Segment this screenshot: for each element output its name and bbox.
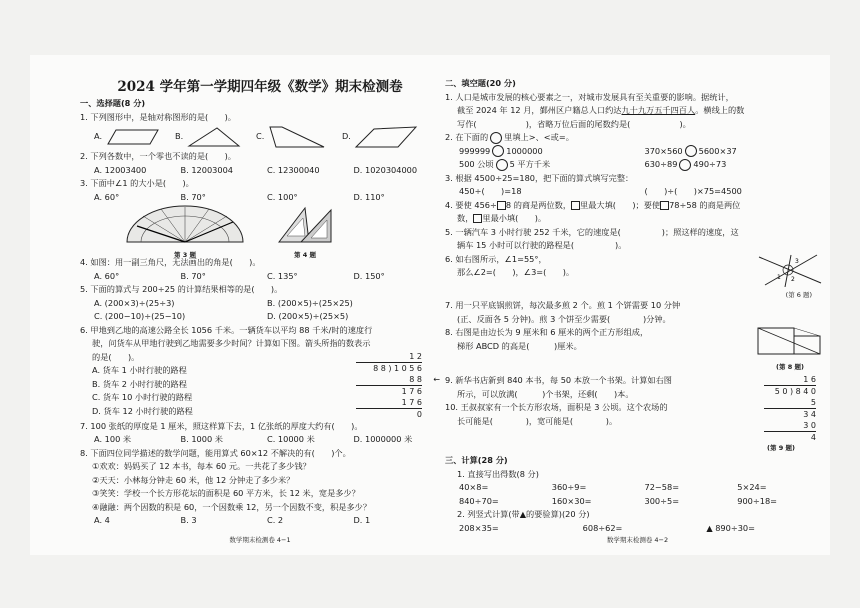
q6-opt-a: A. 货车 1 小时行驶的路程	[92, 365, 187, 375]
ld6-step-1-text: 8 8	[409, 374, 422, 384]
cmp-1	[459, 145, 645, 159]
f9-row	[445, 374, 830, 454]
cmp-3-right: 5 平方千米	[509, 159, 551, 169]
quadrilateral-shape	[354, 125, 420, 149]
f1-line-1: 1. 人口是城市发展的核心要素之一，对城市发展具有至关重要的影响。据统计，	[445, 91, 734, 102]
figure-4	[270, 204, 340, 262]
digit-box[interactable]	[660, 201, 669, 210]
q3: 3. 下面中∠1 的大小是( )。	[80, 178, 194, 188]
f4-text-d: 78÷58 的商是两位	[669, 199, 741, 210]
set-squares-icon	[275, 204, 335, 244]
section-fill: 二、填空题(20 分)	[445, 78, 516, 88]
ld9-step-3: 3 0	[764, 420, 816, 432]
q5-opt-d: D. (200×5)÷(25×5)	[267, 311, 349, 321]
q1: 1. 下列图形中，是轴对称图形的是( )。	[80, 111, 236, 122]
compare-circle-input[interactable]	[679, 159, 691, 171]
section-calc: 三、计算(28 分)	[445, 455, 508, 465]
footer-right: 数学期末检测卷 4−2	[606, 535, 669, 544]
cmp-2-right: 5600×37	[698, 145, 737, 156]
c1-item-6: 160×30=	[551, 495, 592, 506]
c1-grid	[445, 481, 830, 508]
q8-item-1: ①欢欢：妈妈买了 12 本书，每本 60 元。一共花了多少钱？	[92, 461, 311, 471]
cmp-4-right: 490÷73	[693, 159, 727, 169]
intersecting-lines-icon	[755, 253, 825, 287]
q8-opt-a: A. 4	[94, 515, 110, 525]
q1-opt-d: D.	[342, 131, 351, 142]
f4-text-c: 里最大填( )；要使	[580, 199, 661, 210]
q6-opt-d: D. 货车 12 小时行驶的路程	[92, 405, 193, 416]
f5-line-2: 辆车 15 小时可以行驶的路程是( )。	[457, 240, 627, 250]
f2-text-b: 里填上>、<或=。	[504, 132, 574, 142]
ld9-dividend: 5 0 ) 8 4 0	[774, 387, 816, 396]
digit-box[interactable]	[571, 201, 580, 210]
svg-text:2: 2	[791, 275, 795, 283]
ld6-quotient: 1 2	[356, 351, 422, 363]
exam-sheet	[30, 55, 830, 555]
figure-9-caption: (第 9 题)	[767, 444, 795, 452]
ld6-dividend: 8 8 ) 1 0 5 6	[373, 363, 422, 373]
compare-circle-input[interactable]	[496, 159, 508, 171]
q3-opt-b: B. 70°	[180, 191, 206, 202]
q4-opt-b: B. 70°	[180, 270, 206, 281]
c2-item-2: 608÷62=	[582, 522, 623, 533]
q4: 4. 如图：用一副三角尺，无法画出的角是( )。	[80, 257, 261, 267]
page-right	[445, 55, 830, 555]
q3-opt-d: D. 110°	[353, 191, 385, 202]
q7-opt-d: D. 1000000 米	[353, 434, 413, 444]
f8-line-1: 8. 右图是由边长为 9 厘米和 6 厘米的两个正方形组成，	[445, 327, 649, 337]
q6-line-3: 的是( )。	[92, 351, 140, 362]
figures-3-4	[80, 204, 440, 259]
f1-line-3: 写作( )，省略万位后面的尾数约是( )。	[457, 118, 691, 129]
f1-text-a: 截至 2024 年 12 月，鄞州区户籍总人口约达	[457, 105, 622, 115]
q3-opt-c: C. 100°	[267, 191, 298, 202]
q1-options	[80, 124, 440, 150]
ld6-step-1	[356, 374, 440, 386]
f4-text-b: 8 的商是两位数，	[505, 199, 572, 210]
cmp-2-left: 370×560	[644, 145, 683, 156]
cmp-4-left: 630÷89	[644, 159, 678, 169]
f4-text-f: 里最小填( )。	[482, 213, 547, 223]
f6-line-1: 6. 如右图所示，∠1=55°，	[445, 253, 547, 264]
q3-opt-a: A. 60°	[94, 191, 120, 202]
f7-line-1: 7. 用一只平底锅煎饼，每次最多煎 2 个。煎 1 个饼需要 10 分钟	[445, 300, 681, 310]
q4-options	[80, 270, 440, 284]
ld9-step-2: 3 4	[803, 410, 816, 419]
q7-opt-b: B. 1000 米	[180, 434, 223, 444]
q2-opt-d: D. 1020304000	[353, 164, 418, 175]
f1-text-b: 。横线上的数	[695, 105, 745, 115]
f2-compare-grid	[445, 145, 830, 172]
f1-underlined-number: 九十九万五千四百人	[621, 105, 696, 115]
cmp-2	[645, 145, 831, 159]
q7-options	[80, 433, 440, 447]
figure-4-caption: 第 4 题	[293, 250, 317, 259]
c1-item-4: 5×24=	[737, 482, 767, 492]
q1-opt-a: A.	[94, 131, 103, 142]
f9-line-2: 所示，可以放满( )个书架，还剩( )本。	[457, 388, 634, 399]
figure-8	[750, 326, 830, 374]
f10-line-2: 长可能是( )，宽可能是( )。	[457, 415, 618, 426]
circle-icon	[490, 132, 502, 144]
digit-box[interactable]	[497, 201, 506, 210]
f3-item-b: ( )÷( )×75=4500	[644, 186, 742, 196]
q4-opt-d: D. 150°	[353, 270, 385, 281]
cmp-3-left: 500 公顷	[459, 159, 494, 169]
f4-line-2	[445, 212, 830, 226]
f4-text-e: 数，	[457, 213, 474, 223]
ld9-quotient: 1 6	[764, 374, 816, 386]
cmp-1-right: 1000000	[506, 145, 543, 156]
q8-options	[80, 514, 440, 528]
f8-row	[445, 326, 830, 374]
q5: 5. 下面的算式与 200÷25 的计算结果相等的是( )。	[80, 284, 283, 294]
q2-opt-a: A. 12003400	[94, 164, 147, 175]
q6-opt-b: B. 货车 2 小时行驶的路程	[92, 378, 187, 389]
page-left	[80, 55, 440, 555]
q2: 2. 下列各数中，一个零也不读的是( )。	[80, 151, 236, 161]
q8-opt-d: D. 1	[353, 515, 371, 525]
q7-opt-a: A. 100 米	[94, 434, 132, 444]
q5-opt-a: A. (200×3)÷(25÷3)	[94, 297, 175, 308]
long-division-840	[746, 374, 830, 454]
f8-line-2: 梯形 ABCD 的高是( )厘米。	[457, 340, 582, 351]
q6-body	[80, 351, 440, 420]
svg-text:1: 1	[777, 273, 781, 281]
footer-left: 数学期末检测卷 4−1	[229, 535, 291, 544]
c1-item-5: 840÷70=	[459, 495, 499, 506]
f4-text-a: 4. 要使 456÷	[445, 199, 497, 210]
q3-options	[80, 191, 440, 205]
c2-heading: 2. 列竖式计算(带▲的要验算)(20 分)	[457, 509, 590, 519]
ld6-remainder: 0	[416, 409, 422, 419]
c1-heading: 1. 直接写出得数(8 分)	[457, 468, 539, 479]
c1-item-3: 72−58=	[644, 482, 680, 492]
f9-line-1: 9. 新华书店新到 840 本书，每 50 本放一个书架。计算如右图	[445, 375, 672, 385]
q6-line-1: 6. 甲地到乙地的高速公路全长 1056 千米。一辆货车以平均 88 千米/时的速度行	[80, 324, 373, 335]
ld6-step-3: 1 7 6	[356, 397, 422, 409]
ld9-step-1: 5	[764, 397, 816, 409]
q4-opt-a: A. 60°	[94, 270, 120, 281]
q2-opt-b: B. 12003004	[180, 164, 233, 175]
section-choice: 一、选择题(8 分)	[80, 98, 146, 108]
f1-line-2	[445, 104, 830, 118]
q1-opt-c: C.	[256, 131, 265, 142]
figure-3-caption: 第 3 题	[173, 250, 197, 259]
f2	[445, 131, 830, 145]
q4-opt-c: C. 135°	[267, 270, 298, 281]
q5-opt-b: B. (200×5)÷(25×25)	[267, 297, 353, 308]
q8-opt-c: C. 2	[267, 515, 284, 525]
f3-item-a: 450÷( )=18	[459, 186, 522, 196]
cmp-4	[645, 158, 831, 172]
figure-6	[750, 253, 830, 292]
triangle-shape	[187, 126, 242, 148]
parallelogram-shape	[106, 128, 161, 146]
ld6-step-2: 1 7 6	[401, 386, 422, 396]
q7: 7. 100 张纸的厚度是 1 厘米，照这样算下去，1 亿张纸的厚度大约有( )。	[80, 420, 363, 431]
f7-line-2: (正、反面各 5 分钟)。煎 3 个饼至少需要( )分钟。	[457, 313, 671, 324]
arrow-left-icon: ←	[433, 374, 440, 384]
f3: 3. 根据 4500÷25=180，把下面的算式填写完整：	[445, 172, 634, 183]
exam-title: 2024 学年第一学期四年级《数学》期末检测卷	[117, 79, 403, 95]
protractor-icon	[123, 204, 248, 244]
c1-item-7: 300÷5=	[644, 495, 680, 506]
f6-line-2: 那么∠2=( )，∠3=( )。	[457, 267, 575, 277]
compare-circle-input[interactable]	[685, 145, 697, 157]
f6-caption: (第 6 题)	[785, 291, 812, 299]
trapezoid-shape	[268, 125, 328, 149]
q6-line-2: 驶，问货车从甲地行驶到乙地需要多少时间？计算如下图。箭头所指的数表示	[92, 338, 371, 348]
c1-item-1: 40×8=	[459, 482, 489, 492]
cmp-3	[459, 158, 645, 172]
q8: 8. 下面四位同学描述的数学问题，能用算式 60×12 不解决的有( )个。	[80, 447, 351, 458]
f10-line-1: 10. 王叔叔家有一个长方形农场，面积是 3 公顷。这个农场的	[445, 402, 668, 412]
q8-item-2: ②天天：小林每分钟走 60 米，他 12 分钟走了多少米？	[92, 474, 295, 485]
q5-options-2	[80, 310, 440, 324]
ld9-remainder: 4	[810, 433, 816, 442]
c1-item-8: 900÷18=	[737, 495, 778, 506]
q2-options	[80, 164, 440, 178]
svg-text:3: 3	[795, 257, 799, 265]
q8-item-3: ③笑笑：学校一个长方形花坛的面积是 60 平方米，长 12 米，宽是多少？	[92, 488, 360, 498]
q8-item-4: ④融融：两个因数的积是 60，一个因数乘 12，另一个因数不变，积是多少？	[92, 501, 372, 512]
f5-line-1: 5. 一辆汽车 3 小时行驶 252 千米，它的速度是( )；照这样的速度，这	[445, 226, 739, 237]
two-squares-trapezoid-icon	[754, 326, 826, 356]
q5-opt-c: C. (200−10)÷(25−10)	[94, 311, 186, 321]
c2-item-1: 208×35=	[459, 522, 499, 533]
compare-circle-input[interactable]	[492, 145, 504, 157]
q8-opt-b: B. 3	[180, 515, 197, 525]
f2-text-a: 2. 在下面的	[445, 132, 489, 142]
q1-opt-b: B.	[175, 131, 184, 142]
figure-3	[120, 204, 250, 262]
f4-line-1	[445, 199, 830, 213]
q6-opt-c: C. 货车 10 小时行驶的路程	[92, 392, 193, 402]
q5-options-1	[80, 297, 440, 311]
f3-items	[445, 185, 830, 199]
figure-8-caption: (第 8 题)	[776, 362, 804, 371]
q2-opt-c: C. 12300040	[267, 164, 320, 175]
q7-opt-c: C. 10000 米	[267, 434, 315, 444]
f6-row	[445, 253, 830, 292]
long-division-1056	[332, 351, 440, 420]
c1-item-2: 360÷9=	[551, 482, 587, 492]
c2-item-3: ▲ 890÷30=	[706, 522, 755, 533]
cmp-1-left: 999999	[459, 145, 491, 156]
